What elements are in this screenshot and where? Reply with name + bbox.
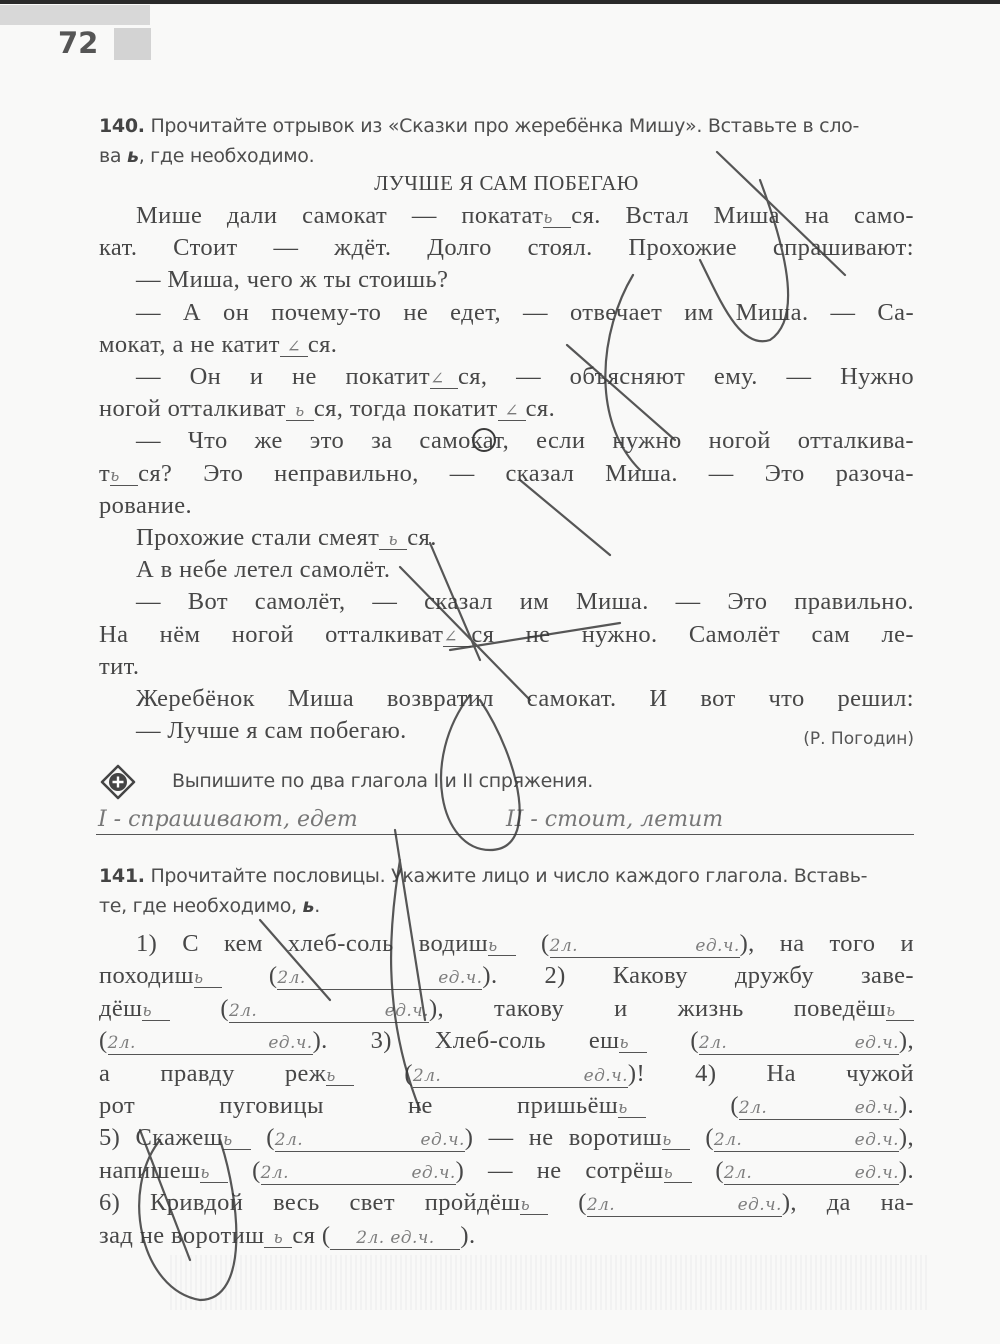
story-author: (Р. Погодин) (803, 729, 914, 749)
soft-sign-blank[interactable]: ь (662, 1131, 690, 1150)
person-number-answer-field[interactable]: 2л. ед.ч. (698, 1033, 899, 1054)
story-text-fragment: ся. (407, 524, 437, 551)
story-line (99, 232, 914, 264)
proverb-line (99, 1122, 914, 1154)
proverb-line (99, 928, 914, 960)
story-text-fragment: ся. Встал Миша на само- (571, 202, 914, 229)
person-number-answer-field[interactable]: 2л. ед.ч. (107, 1033, 313, 1054)
soft-sign-blank[interactable]: ь (619, 1034, 647, 1053)
proverb-text-fragment: ), такову и жизнь поведёш (428, 994, 886, 1022)
proverb-text-fragment: ( (170, 994, 229, 1022)
soft-sign-blank[interactable]: ∠ (443, 628, 471, 647)
soft-sign-blank[interactable]: ∠ (430, 370, 458, 389)
story-text-fragment: А в небе летел самолёт. (136, 556, 391, 584)
person-number-answer-field[interactable]: 2л. ед.ч. (713, 1130, 899, 1151)
soft-sign-blank[interactable]: ь (194, 969, 222, 988)
page-number: 72 (58, 26, 99, 60)
person-number-answer-field[interactable]: 2л. ед.ч. (330, 1227, 460, 1250)
proverb-text-fragment: ). (898, 1092, 914, 1119)
story-text-fragment: рование. (99, 491, 193, 519)
story-title: ЛУЧШЕ Я САМ ПОБЕГАЮ (374, 171, 639, 195)
proverb-line (99, 1025, 914, 1057)
story-line (99, 522, 914, 554)
proverb-text-fragment: ). 2) Какову дружбу заве- (482, 962, 914, 990)
instruction-text: ва (99, 145, 127, 167)
proverb-text-fragment: а правду реж (99, 1059, 327, 1087)
soft-sign-blank[interactable]: ь (110, 467, 138, 486)
story-line (99, 425, 914, 457)
soft-sign-blank[interactable]: ь (326, 1067, 354, 1086)
extra-task-answer-field[interactable] (96, 808, 914, 835)
soft-sign-blank[interactable]: ∠ (280, 338, 308, 357)
proverb-text-fragment: ( (646, 1092, 739, 1119)
proverb-text-fragment: 5) Скажеш (99, 1124, 223, 1152)
proverb-text-fragment: дёш (99, 994, 143, 1022)
soft-sign-letter: ь (302, 895, 315, 917)
story-line (99, 554, 914, 586)
person-number-answer-field[interactable]: 2л. ед.ч. (274, 1130, 465, 1151)
proverb-text-fragment: ( (250, 1124, 275, 1152)
proverb-text-fragment: ), да на- (781, 1189, 914, 1217)
story-text-fragment: — Лучше я сам побегаю. (136, 717, 407, 745)
exercise-141-instruction (99, 861, 914, 921)
exercise-number: 141. (99, 865, 145, 887)
story-line (99, 458, 914, 490)
instruction-text: Прочитайте пословицы. Укажите лицо и число каждого глагола. Вставь- (150, 865, 868, 887)
proverb-text-fragment: ). (460, 1221, 476, 1249)
story-line (99, 619, 914, 651)
story-text-fragment: — А он почему-то не едет, — отвечает им Миша. — Са- (136, 298, 914, 326)
soft-sign-blank[interactable]: ь (223, 1131, 251, 1150)
story-text-fragment: Жеребёнок Миша возвратил самокат. И вот что решил: (136, 685, 914, 712)
proverb-text-fragment: ), (898, 1124, 914, 1152)
answer-conjugation-2: II - стоит, летит (506, 807, 724, 832)
proverb-text-fragment: ся ( (292, 1221, 331, 1249)
page-corner-band (0, 5, 150, 25)
proverb-line (99, 960, 914, 992)
exercise-number: 140. (99, 115, 145, 137)
proverb-text-fragment: ), на того и (739, 930, 914, 957)
proverb-text-fragment: ( (221, 962, 278, 990)
page-top-edge (0, 0, 1000, 4)
soft-sign-blank[interactable]: ь (379, 531, 407, 550)
soft-sign-blank[interactable]: ь (886, 1002, 914, 1021)
person-number-answer-field[interactable]: 2л. ед.ч. (260, 1162, 456, 1183)
proverb-text-fragment: ( (228, 1156, 261, 1184)
story-text-fragment: т (99, 459, 111, 487)
story-line (99, 683, 914, 715)
proverb-text-fragment: ( (690, 1124, 714, 1152)
soft-sign-blank[interactable]: ь (488, 937, 516, 956)
proverb-text-fragment: ) — не воротиш (464, 1124, 663, 1152)
soft-sign-letter: ь (126, 145, 139, 167)
story-line (99, 586, 914, 618)
story-text-fragment: тит. (99, 652, 140, 680)
plus-in-diamond-icon (100, 764, 136, 800)
proverb-line (99, 1155, 914, 1187)
proverb-line (99, 993, 914, 1025)
proverb-text-fragment: )! 4) На чужой (627, 1059, 914, 1087)
story-text-fragment: На нём ногой отталкиват (99, 620, 444, 648)
proverb-text-fragment: рот пуговицы не пришьёш (99, 1092, 619, 1119)
story-text-fragment: Прохожие стали смеят (136, 524, 380, 551)
soft-sign-blank[interactable]: ь (618, 1099, 646, 1118)
person-number-answer-field[interactable]: 2л. ед.ч. (412, 1065, 628, 1086)
proverb-text-fragment: 1) С кем хлеб-соль водиш (136, 930, 489, 957)
page-number-tab (114, 28, 151, 60)
proverb-text-fragment: ). 3) Хлеб-соль еш (312, 1027, 620, 1055)
proverb-line (99, 1090, 914, 1122)
soft-sign-blank[interactable]: ь (286, 402, 314, 421)
proverb-text-fragment: ( (99, 1027, 108, 1055)
person-number-answer-field[interactable]: 2л. ед.ч. (738, 1098, 899, 1118)
person-number-answer-field[interactable]: 2л. ед.ч. (723, 1162, 899, 1183)
soft-sign-blank[interactable]: ь (664, 1164, 692, 1183)
extra-task-text: Выпишите по два глагола I и II спряжения. (172, 770, 594, 792)
story-text-fragment: ся. (525, 395, 556, 423)
exercise-140-instruction (99, 111, 914, 171)
story-text-fragment: ся? Это неправильно, — сказал Миша. — Это разоча- (138, 459, 914, 487)
story-line (99, 329, 914, 361)
proverb-text-fragment: 6) Кривдой весь свет пройдёш (99, 1189, 521, 1217)
proverb-text-fragment: зад не воротиш (99, 1221, 265, 1249)
story-line (99, 200, 914, 232)
proverb-text-fragment: ( (548, 1189, 587, 1217)
proverb-line (99, 1187, 914, 1219)
proverb-text-fragment: напишеш (99, 1156, 201, 1184)
person-number-answer-field[interactable]: 2л. ед.ч. (586, 1195, 782, 1216)
soft-sign-blank[interactable]: ь (142, 1002, 170, 1021)
scan-noise (170, 1255, 930, 1310)
answer-conjugation-1: I - спрашивают, едет (98, 807, 358, 832)
story-text-fragment: — Миша, чего ж ты стоишь? (136, 266, 449, 294)
proverb-text-fragment: ), (898, 1027, 914, 1055)
proverb-text-fragment: ( (354, 1059, 413, 1087)
story-line (99, 651, 914, 683)
story-line (99, 297, 914, 329)
story-text-fragment: ногой отталкиват (99, 395, 286, 423)
proverb-text-fragment: походиш (99, 962, 194, 990)
story-text-fragment: ся, — объясняют ему. — Нужно (457, 363, 914, 390)
soft-sign-blank[interactable]: ь (520, 1196, 548, 1215)
instruction-text: , где необходимо. (138, 145, 315, 167)
proverb-text-fragment: ( (691, 1156, 724, 1184)
instruction-text: . (314, 895, 320, 917)
story-line (99, 361, 914, 393)
story-text-fragment: Мише дали самокат — покатат (136, 202, 544, 229)
story-line (99, 715, 914, 747)
instruction-text: Прочитайте отрывок из «Сказки про жеребёнка Мишу». Вставьте в сло- (150, 115, 860, 137)
story-text-fragment: — Вот самолёт, — сказал им Миша. — Это правильно. (136, 588, 914, 616)
story-text-fragment: ся. (307, 330, 338, 358)
soft-sign-blank[interactable]: ь (264, 1229, 292, 1248)
person-number-answer-field[interactable]: 2л. ед.ч. (549, 936, 740, 956)
person-number-answer-field[interactable]: 2л. ед.ч. (277, 968, 483, 989)
story-text-fragment: мокат, а не катит (99, 330, 280, 358)
story-text-fragment: кат. Стоит — ждёт. Долго стоял. Прохожие спрашивают: (99, 234, 914, 262)
story-line (99, 393, 914, 425)
person-number-answer-field[interactable]: 2л. ед.ч. (228, 1000, 429, 1021)
instruction-text: те, где необходимо, (99, 895, 303, 917)
story-text-fragment: ся, тогда покатит (313, 395, 498, 423)
proverb-text-fragment: ( (647, 1027, 699, 1055)
soft-sign-blank[interactable]: ∠ (498, 402, 526, 421)
soft-sign-blank[interactable]: ь (543, 209, 571, 228)
story-text-fragment: ся не нужно. Самолёт сам ле- (471, 620, 914, 648)
proverb-text-fragment: ( (516, 930, 550, 957)
story-line (99, 490, 914, 522)
proverb-text-fragment: ) — не сотрёш (455, 1156, 664, 1184)
story-text-fragment: — Он и не покатит (136, 363, 430, 390)
proverb-line (99, 1220, 914, 1252)
soft-sign-blank[interactable]: ь (200, 1164, 228, 1183)
story-text-fragment: — Что же это за самокат, если нужно ногой отталкива- (136, 427, 914, 455)
story-line (99, 264, 914, 296)
proverb-text-fragment: ). (898, 1156, 914, 1184)
proverb-line (99, 1058, 914, 1090)
